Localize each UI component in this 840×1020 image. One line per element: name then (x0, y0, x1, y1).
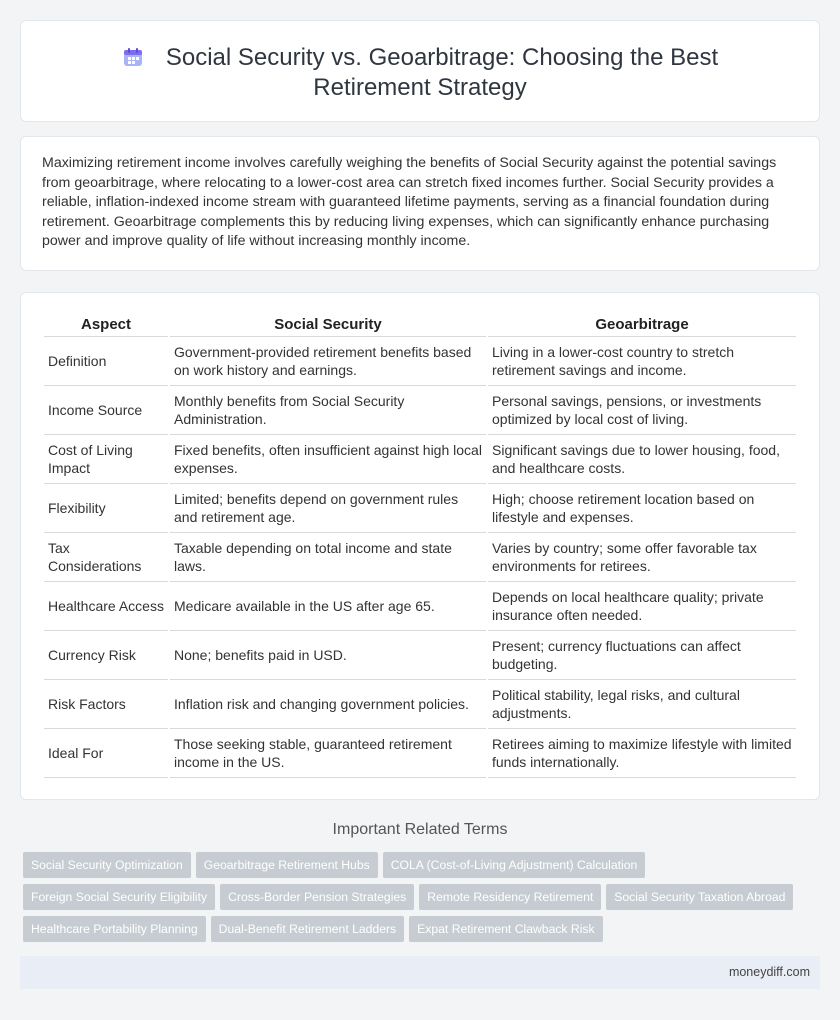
table-row (44, 631, 796, 680)
table-row (44, 533, 796, 582)
cell-social-security: Government-provided retirement benefits based on work history and earnings. (170, 337, 486, 386)
cell-social-security: Medicare available in the US after age 65. (170, 582, 486, 631)
cell-social-security: Inflation risk and changing government policies. (170, 680, 486, 729)
footer-site-link[interactable]: moneydiff.com (728, 965, 810, 979)
cell-geoarbitrage: Varies by country; some offer favorable tax environments for retirees. (488, 533, 796, 582)
tag-dual-benefit-retirement-ladders[interactable]: Dual-Benefit Retirement Ladders (211, 916, 405, 942)
cell-social-security: Those seeking stable, guaranteed retirement income in the US. (170, 729, 486, 778)
tag-remote-residency-retirement[interactable]: Remote Residency Retirement (419, 884, 601, 910)
tag-cola-calculation[interactable]: COLA (Cost-of-Living Adjustment) Calculation (383, 852, 646, 878)
tag-healthcare-portability-planning[interactable]: Healthcare Portability Planning (23, 916, 206, 942)
table-row (44, 582, 796, 631)
cell-aspect: Ideal For (44, 729, 168, 778)
cell-social-security: Monthly benefits from Social Security Administration. (170, 386, 486, 435)
related-terms-tags (23, 852, 813, 948)
tag-foreign-social-security-eligibility[interactable]: Foreign Social Security Eligibility (23, 884, 215, 910)
page-title-text: Social Security vs. Geoarbitrage: Choosing the Best Retirement Strategy (165, 44, 719, 101)
related-terms-title: Important Related Terms (332, 821, 508, 838)
table-row (44, 386, 796, 435)
tag-social-security-optimization[interactable]: Social Security Optimization (23, 852, 191, 878)
intro-paragraph: Maximizing retirement income involves carefully weighing the benefits of Social Security against the potential savings from geoarbitrage, where relocating to a lower-cost area can stretch fixed incomes further. Social Security provides a reliable, inflation-indexed income stream with guaranteed lifetime payments, serving as a financial foundation during retirement. Geoarbitrage complements this by reducing living expenses, which can significantly enhance purchasing power and improve quality of life without increasing monthly income. (42, 155, 777, 249)
cell-geoarbitrage: High; choose retirement location based on lifestyle and expenses. (488, 484, 796, 533)
calendar-icon (122, 46, 144, 68)
cell-geoarbitrage: Political stability, legal risks, and cultural adjustments. (488, 680, 796, 729)
comparison-table (42, 313, 798, 778)
tag-row (23, 884, 813, 916)
intro-card (20, 136, 820, 271)
footer (20, 956, 820, 989)
tag-cross-border-pension-strategies[interactable]: Cross-Border Pension Strategies (220, 884, 414, 910)
tag-geoarbitrage-retirement-hubs[interactable]: Geoarbitrage Retirement Hubs (196, 852, 378, 878)
page-title (61, 43, 779, 103)
cell-social-security: Taxable depending on total income and state laws. (170, 533, 486, 582)
tag-row (23, 852, 813, 884)
cell-aspect: Cost of Living Impact (44, 435, 168, 484)
cell-aspect: Tax Considerations (44, 533, 168, 582)
cell-aspect: Income Source (44, 386, 168, 435)
cell-social-security: None; benefits paid in USD. (170, 631, 486, 680)
cell-geoarbitrage: Present; currency fluctuations can affect budgeting. (488, 631, 796, 680)
cell-geoarbitrage: Depends on local healthcare quality; private insurance often needed. (488, 582, 796, 631)
table-row (44, 484, 796, 533)
cell-geoarbitrage: Personal savings, pensions, or investments optimized by local cost of living. (488, 386, 796, 435)
tag-social-security-taxation-abroad[interactable]: Social Security Taxation Abroad (606, 884, 793, 910)
table-row (44, 435, 796, 484)
table-row (44, 729, 796, 778)
comparison-card (20, 292, 820, 800)
cell-social-security: Fixed benefits, often insufficient against high local expenses. (170, 435, 486, 484)
cell-geoarbitrage: Living in a lower-cost country to stretch retirement savings and income. (488, 337, 796, 386)
table-header-row (44, 313, 796, 337)
table-row (44, 337, 796, 386)
cell-aspect: Risk Factors (44, 680, 168, 729)
table-row (44, 680, 796, 729)
header-social-security: Social Security (170, 313, 486, 337)
tag-expat-retirement-clawback-risk[interactable]: Expat Retirement Clawback Risk (409, 916, 602, 942)
header-aspect: Aspect (44, 313, 168, 337)
header-geoarbitrage: Geoarbitrage (488, 313, 796, 337)
cell-aspect: Flexibility (44, 484, 168, 533)
cell-social-security: Limited; benefits depend on government rules and retirement age. (170, 484, 486, 533)
header-card (20, 20, 820, 122)
cell-geoarbitrage: Significant savings due to lower housing, food, and healthcare costs. (488, 435, 796, 484)
cell-aspect: Currency Risk (44, 631, 168, 680)
cell-aspect: Definition (44, 337, 168, 386)
tag-row (23, 916, 813, 948)
cell-geoarbitrage: Retirees aiming to maximize lifestyle with limited funds internationally. (488, 729, 796, 778)
cell-aspect: Healthcare Access (44, 582, 168, 631)
